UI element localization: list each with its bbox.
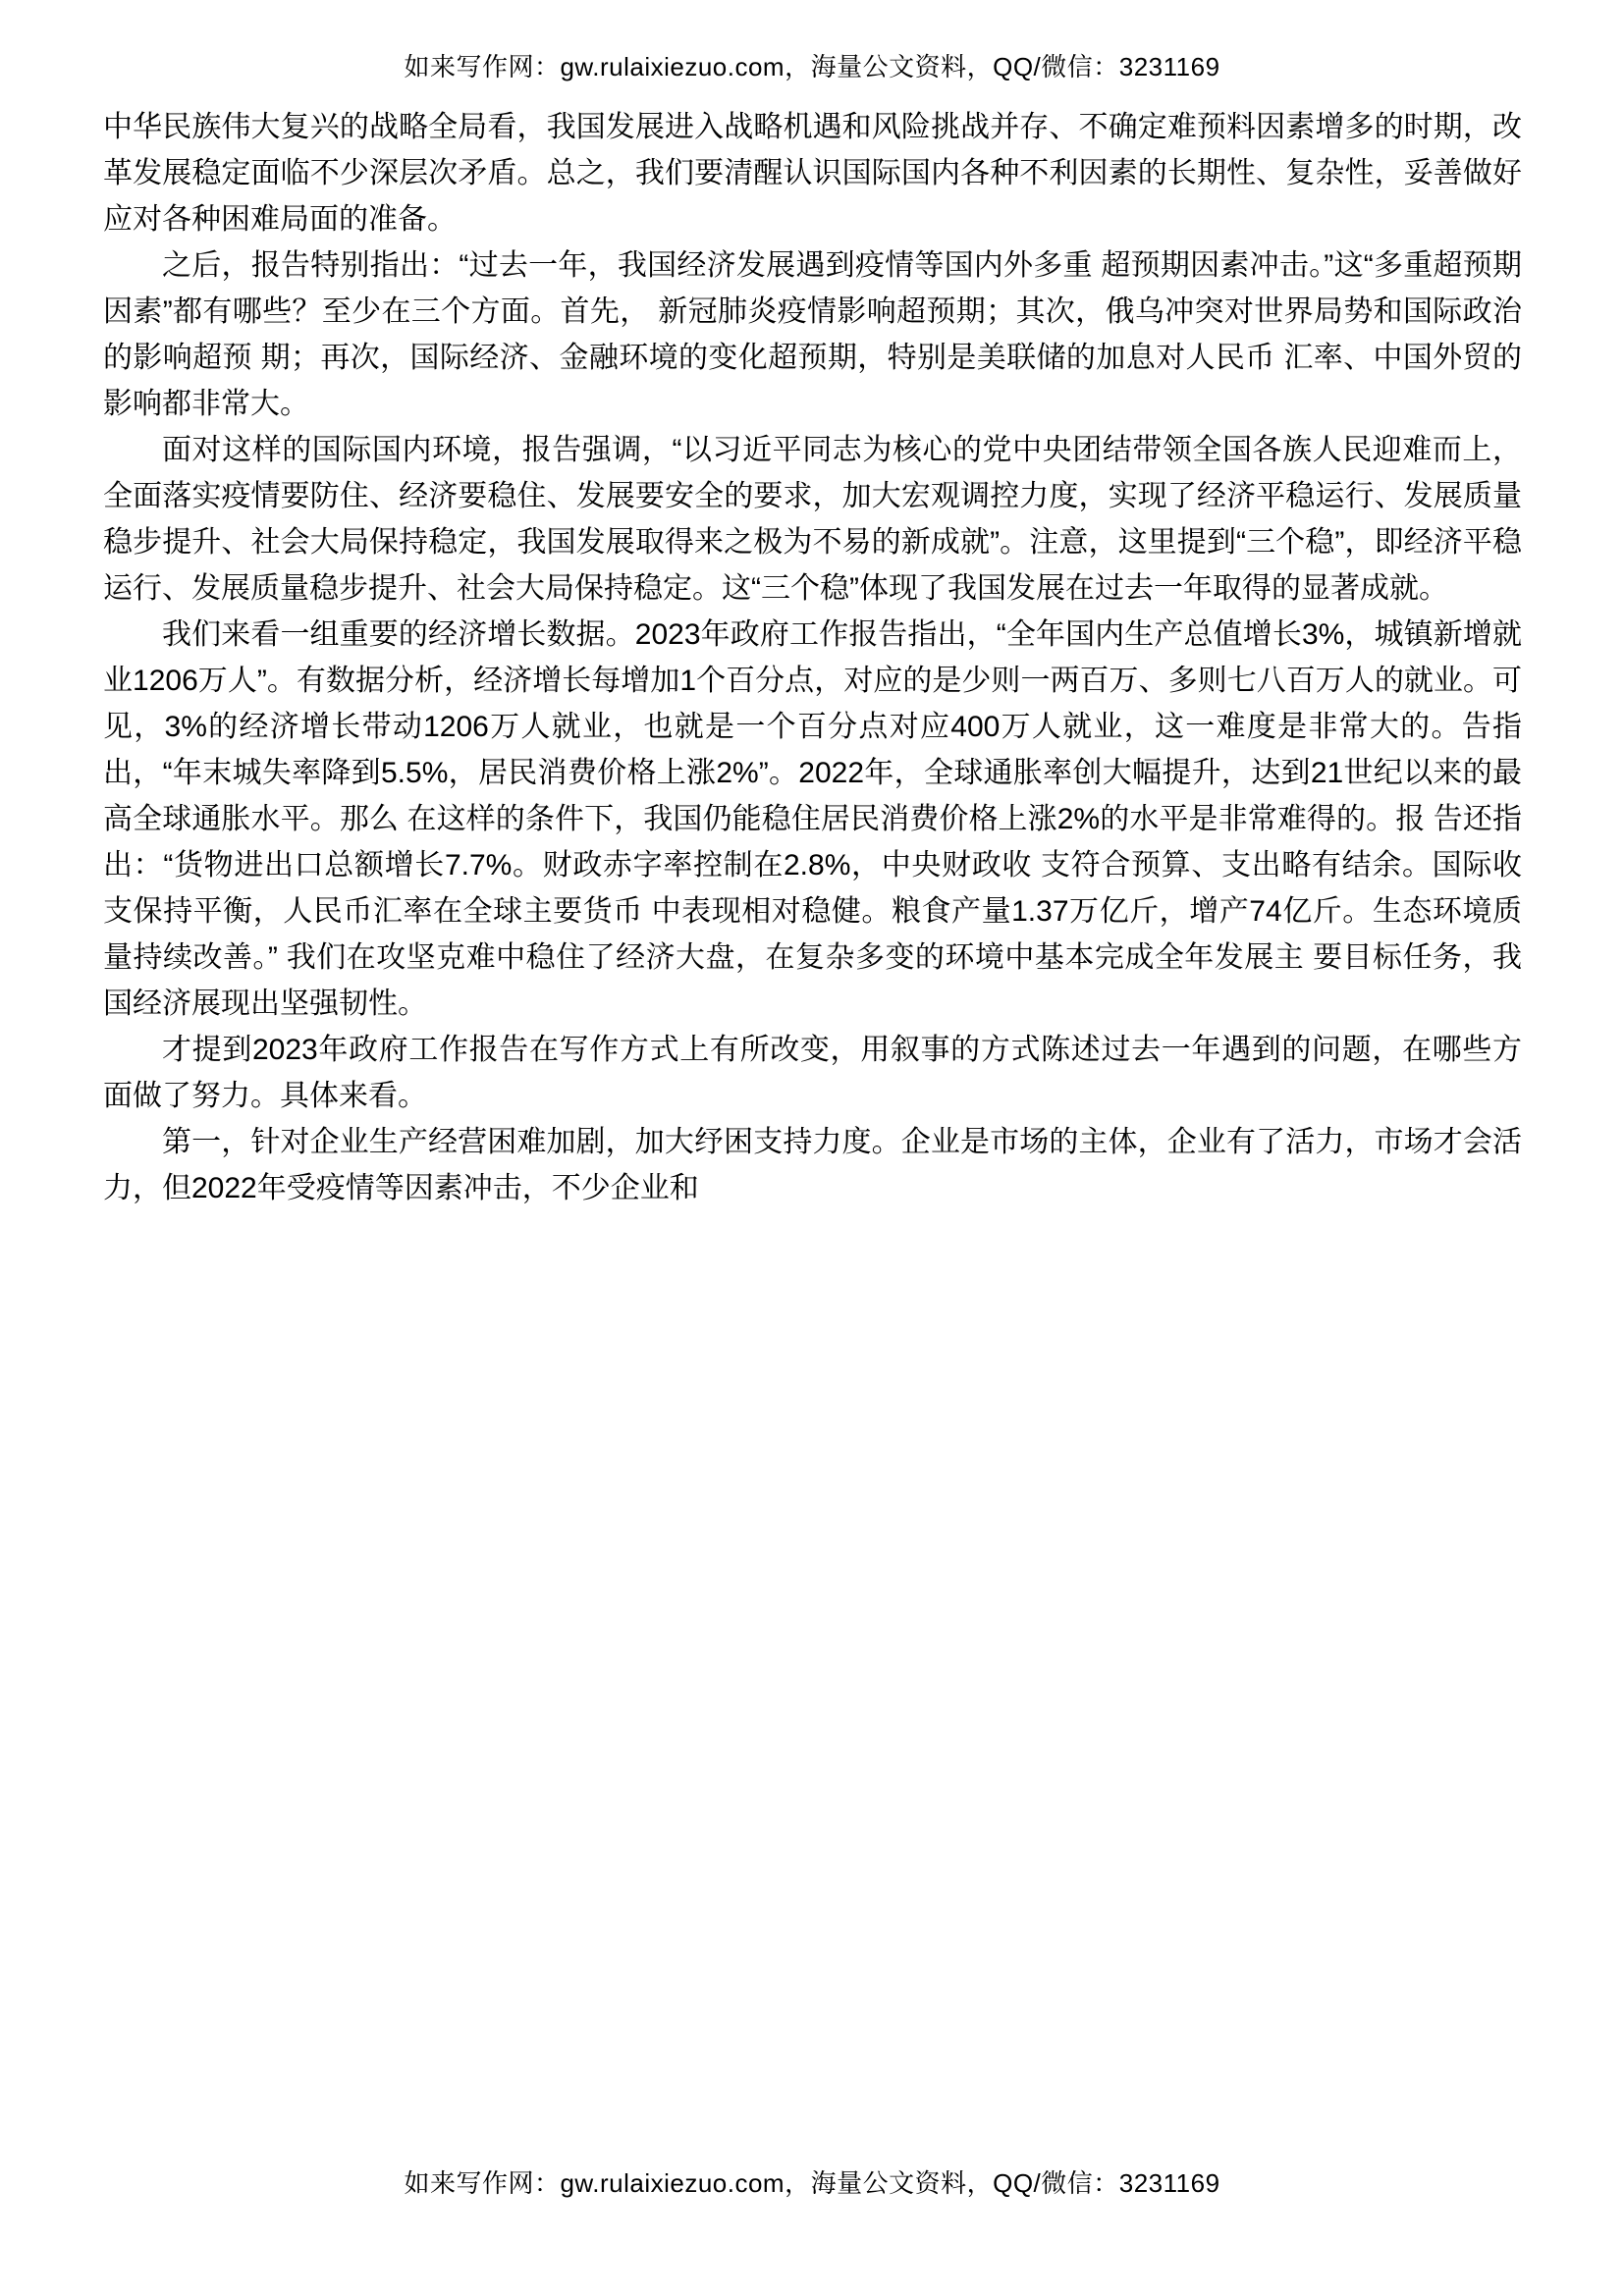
- document-body: [103, 104, 1522, 1211]
- paragraph: 面对这样的国际国内环境，报告强调，“以习近平同志为核心的党中央团结带领全国各族人民迎难而上，全面落实疫情要防住、经济要稳住、发展要安全的要求，加大宏观调控力度，实现了经济平稳运行、发展质量稳步提升、社会大局保持稳定，我国发展取得来之极为不易的新成就”。注意，这里提到“三个稳”，即经济平稳运行、发展质量稳步提升、社会大局保持稳定。这“三个稳”体现了我国发展在过去一年取得的显著成就。: [103, 434, 1522, 605]
- paragraph: 我们来看一组重要的经济增长数据。2023年政府工作报告指出，“全年国内生产总值增长3%，城镇新增就业1206万人”。有数据分析，经济增长每增加1个百分点，对应的是少则一两百万、多则七八百万人的就业。可见，3%的经济增长带动1206万人就业，也就是一个百分点对应400万人就业，这一难度是非常大的。告指出，“年末城失率降到5.5%，居民消费价格上涨2%”。2022年，全球通胀率创大幅提升，达到21世纪以来的最高全球通胀水平。那么 在这样的条件下，我国仍能稳住居民消费价格上涨2%的水平是非常难得的。报 告还指出：“货物进出口总额增长7.7%。财政赤字率控制在2.8%，中央财政收 支符合预算、支出略有结余。国际收支保持平衡，人民币汇率在全球主要货币 中表现相对稳健。粮食产量1.37万亿斤，增产74亿斤。生态环境质量持续改善。” 我们在攻坚克难中稳住了经济大盘，在复杂多变的环境中基本完成全年发展主 要目标任务，我国经济展现出坚强韧性。: [103, 618, 1522, 1020]
- footer-watermark: 如来写作网：gw.rulaixiezuo.com，海量公文资料，QQ/微信：3231169: [404, 2168, 1220, 2198]
- header-watermark: 如来写作网：gw.rulaixiezuo.com，海量公文资料，QQ/微信：3231169: [404, 52, 1220, 81]
- paragraph: 才提到2023年政府工作报告在写作方式上有所改变，用叙事的方式陈述过去一年遇到的问题，在哪些方面做了努力。具体来看。: [103, 1034, 1522, 1112]
- paragraph: 中华民族伟大复兴的战略全局看，我国发展进入战略机遇和风险挑战并存、不确定难预料因素增多的时期，改革发展稳定面临不少深层次矛盾。总之，我们要清醒认识国际国内各种不利因素的长期性、复杂性，妥善做好应对各种困难局面的准备。: [103, 111, 1522, 236]
- paragraph: 之后，报告特别指出：“过去一年，我国经济发展遇到疫情等国内外多重 超预期因素冲击。”这“多重超预期因素”都有哪些？至少在三个方面。首先， 新冠肺炎疫情影响超预期；其次，俄乌冲突对世界局势和国际政治的影响超预 期；再次，国际经济、金融环境的变化超预期，特别是美联储的加息对人民币 汇率、中国外贸的影响都非常大。: [103, 249, 1522, 420]
- paragraph: 第一，针对企业生产经营困难加剧，加大纾困支持力度。企业是市场的主体，企业有了活力，市场才会活力，但2022年受疫情等因素冲击，不少企业和: [103, 1126, 1522, 1204]
